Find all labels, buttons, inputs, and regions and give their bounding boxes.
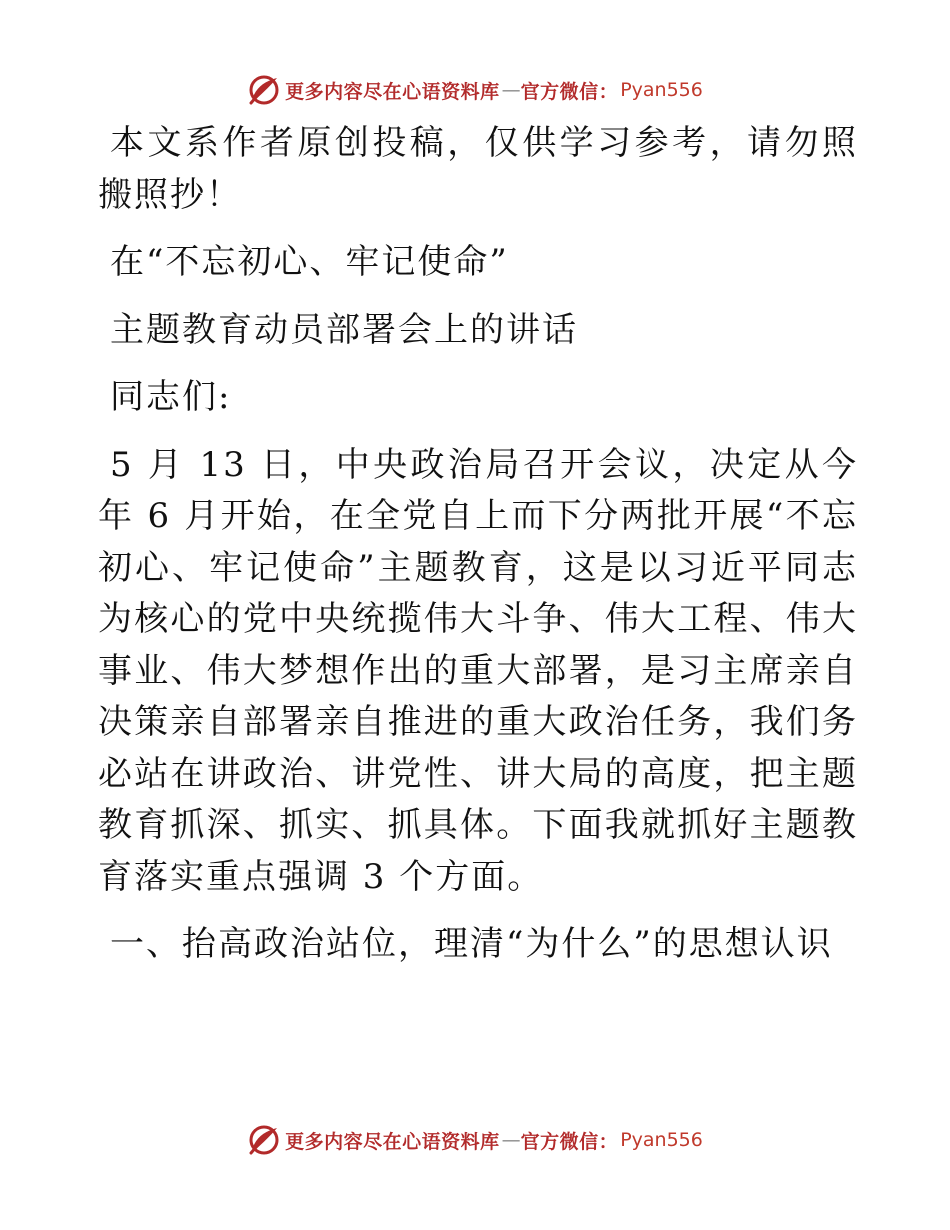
disclaimer-text: 本文系作者原创投稿，仅供学习参考，请勿照搬照抄！ <box>98 123 858 215</box>
document-body <box>98 118 858 971</box>
pen-logo-icon <box>247 1123 281 1157</box>
banner-wechat-id: Pyan556 <box>620 1129 703 1151</box>
banner-separator: — <box>501 1129 521 1151</box>
section-heading: 一、抬高政治站位，理清“为什么”的思想认识 <box>110 924 833 964</box>
header-banner <box>0 70 950 110</box>
banner-wechat-label: 官方微信： <box>520 80 619 103</box>
banner-site-text: 更多内容尽在心语资料库 <box>285 80 500 103</box>
pen-logo-icon <box>247 73 281 107</box>
banner-wechat-label: 官方微信： <box>520 1130 619 1153</box>
title-line-1: 在“不忘初心、牢记使命” <box>110 242 509 282</box>
salutation: 同志们: <box>110 377 232 417</box>
footer-banner <box>0 1120 950 1160</box>
banner-separator: — <box>501 79 521 101</box>
title-line-2: 主题教育动员部署会上的讲话 <box>110 309 578 350</box>
banner-wechat-id: Pyan556 <box>620 79 703 101</box>
body-paragraph: 5 月 13 日，中央政治局召开会议，决定从今年 6 月开始，在全党自上而下分两批开展“不忘初心、牢记使命”主题教育，这是以习近平同志为核心的党中央统揽伟大斗争、伟大工程、伟大事业、伟大梦想作出的重大部署，是习主席亲自决策亲自部署亲自推进的重大政治任务，我们务必站在讲政治、讲党性、讲大局的高度，把主题教育抓深、抓实、抓具体。下面我就抓好主题教育落实重点强调 3 个方面。 <box>98 444 858 897</box>
banner-site-text: 更多内容尽在心语资料库 <box>285 1130 500 1153</box>
